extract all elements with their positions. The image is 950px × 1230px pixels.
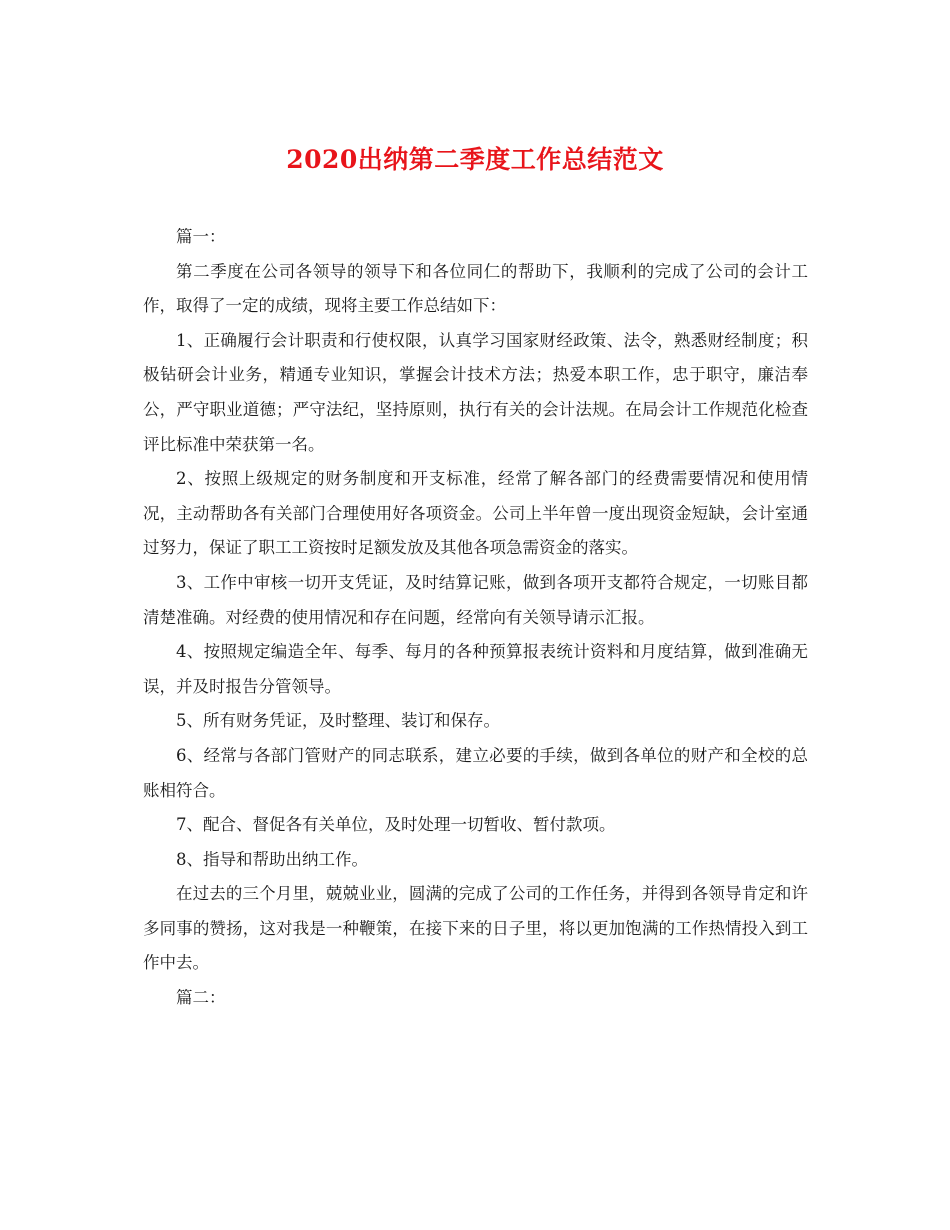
section-heading-2: 篇二：	[176, 988, 226, 1008]
item-paragraph-5: 5、所有财务凭证，及时整理、装订和保存。	[176, 711, 500, 731]
item-paragraph-6: 6、经常与各部门管财产的同志联系，建立必要的手续，做到各单位的财产和全校的总账相符合。	[143, 745, 808, 800]
item-paragraph-8: 8、指导和帮助出纳工作。	[176, 849, 368, 869]
document-body	[143, 220, 808, 1016]
closing-paragraph: 在过去的三个月里，兢兢业业，圆满的完成了公司的工作任务，并得到各领导肯定和许多同事的赞扬，这对我是一种鞭策，在接下来的日子里，将以更加饱满的工作热情投入到工作中去。	[143, 884, 808, 973]
item-paragraph-3: 3、工作中审核一切开支凭证，及时结算记账，做到各项开支都符合规定，一切账目都清楚准确。对经费的使用情况和存在问题，经常向有关领导请示汇报。	[143, 572, 808, 627]
item-paragraph-7: 7、配合、督促各有关单位，及时处理一切暂收、暂付款项。	[176, 815, 616, 835]
item-paragraph-2: 2、按照上级规定的财务制度和开支标准，经常了解各部门的经费需要情况和使用情况，主动帮助各有关部门合理使用好各项资金。公司上半年曾一度出现资金短缺，会计室通过努力，保证了职工工资按时足额发放及其他各项急需资金的落实。	[143, 469, 808, 558]
intro-paragraph: 第二季度在公司各领导的领导下和各位同仁的帮助下，我顺利的完成了公司的会计工作，取得了一定的成绩，现将主要工作总结如下：	[143, 261, 808, 316]
item-paragraph-1: 1、正确履行会计职责和行使权限，认真学习国家财经政策、法令，熟悉财经制度；积极钻研会计业务，精通专业知识，掌握会计技术方法；热爱本职工作，忠于职守，廉洁奉公，严守职业道德；严守法纪，坚持原则，执行有关的会计法规。在局会计工作规范化检查评比标准中荣获第一名。	[143, 330, 808, 454]
item-paragraph-4: 4、按照规定编造全年、每季、每月的各种预算报表统计资料和月度结算，做到准确无误，并及时报告分管领导。	[143, 642, 808, 696]
document-title: 2020出纳第二季度工作总结范文	[286, 145, 664, 174]
section-heading-1: 篇一：	[176, 227, 226, 246]
